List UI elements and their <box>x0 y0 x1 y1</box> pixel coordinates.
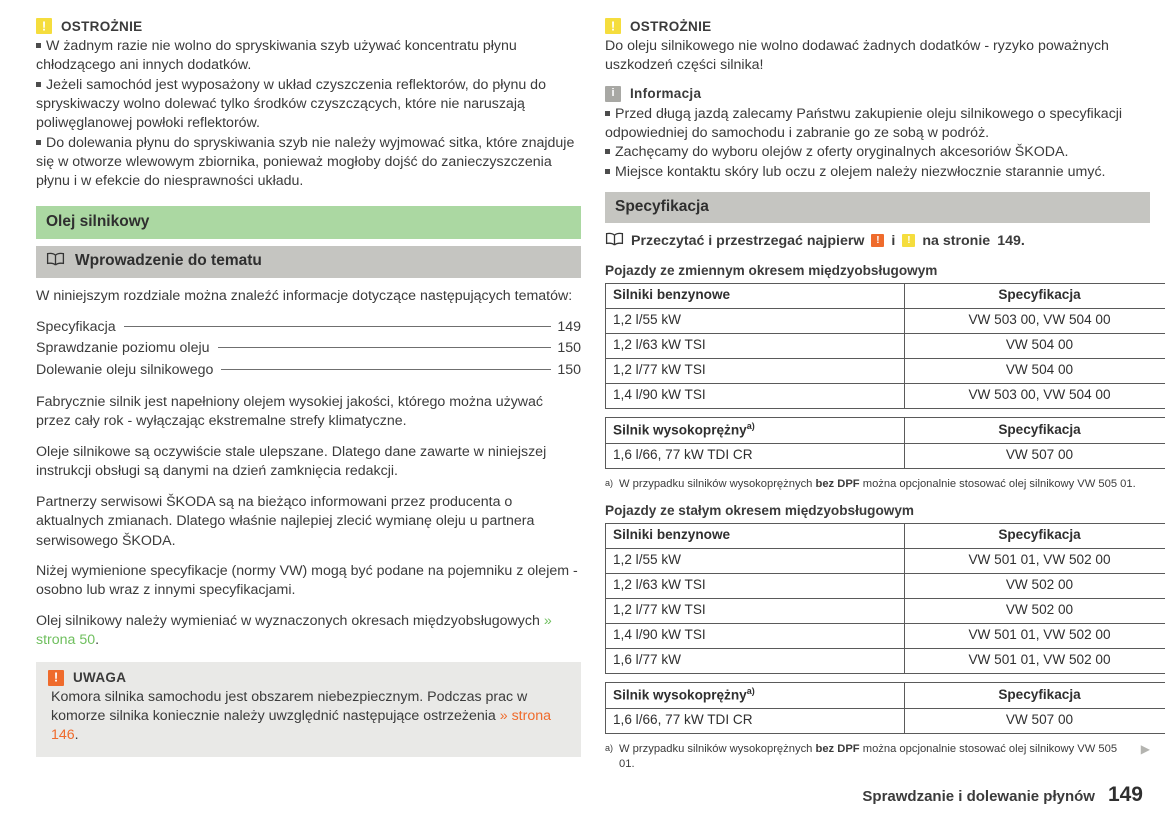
warning-text-after: . <box>74 727 79 744</box>
left-column <box>36 18 581 757</box>
toc-leader-line <box>221 368 551 370</box>
toc-label: Sprawdzanie poziomu oleju <box>36 340 210 357</box>
crossref-text-before: Przeczytać i przestrzegać najpierw <box>631 232 865 249</box>
table-diesel-fixed <box>605 682 1165 735</box>
warning-exclamation-icon: ! <box>871 234 884 247</box>
table-caption-zmienny-okres: Pojazdy ze zmiennym okresem międzyobsługowym <box>605 262 938 278</box>
page-footer <box>862 783 1143 807</box>
table-row <box>606 573 1165 598</box>
footnote-bold: bez DPF <box>815 478 860 491</box>
column-header-engine: Silniki benzynowe <box>606 523 905 548</box>
footnote-text-after: można opcjonalnie stosować olej silnikowy VW 505 01. <box>859 478 1136 491</box>
info-bullet-text: Miejsce kontaktu skóry lub oczu z olejem należy niezwłocznie starannie umyć. <box>615 163 1106 180</box>
table-row <box>606 383 1165 408</box>
crossref-text-after: na stronie <box>922 232 991 249</box>
topic-toc <box>36 317 581 381</box>
cell-engine: 1,6 l/77 kW <box>606 648 905 673</box>
cell-engine: 1,6 l/66, 77 kW TDI CR <box>606 444 905 469</box>
section-header-specyfikacja: Specyfikacja <box>605 192 1150 223</box>
bullet-square-icon <box>605 169 610 174</box>
bullet-square-icon <box>36 140 41 145</box>
crossref-and: i <box>891 232 896 249</box>
warning-note-box <box>36 662 581 757</box>
caution-bullet-text: Jeżeli samochód jest wyposażony w układ czyszczenia reflektorów, do płynu do spryskiwaczy wolno dolewać tylko środków czyszczących, które nie naruszają poliwęglanowej powłoki reflektorów. <box>36 76 546 132</box>
table-caption-staly-okres: Pojazdy ze stałym okresem międzyobsługowym <box>605 502 914 518</box>
paragraph-text-tail: . <box>95 632 100 649</box>
info-icon: i <box>605 86 621 102</box>
cell-spec: VW 507 00 <box>905 709 1165 734</box>
cell-engine: 1,2 l/63 kW TSI <box>606 333 905 358</box>
info-bullet <box>605 105 1150 144</box>
table-diesel-variable <box>605 417 1165 470</box>
warning-triangle-icon: ! <box>902 234 915 247</box>
bullet-square-icon <box>36 82 41 87</box>
warning-title: UWAGA <box>73 670 127 686</box>
caution-bullet-text: W żadnym razie nie wolno do spryskiwania szyb używać koncentratu płynu chłodzącego ani innych dodatków. <box>36 38 517 74</box>
column-header-engine-label: Silnik wysokoprężny <box>613 687 747 703</box>
page-turn-arrow-icon[interactable]: ▶ <box>1140 742 1150 757</box>
footnote-marker: a) <box>746 420 755 431</box>
caution-callout-right <box>605 18 1150 76</box>
caution-callout-left <box>36 18 581 192</box>
cell-engine: 1,2 l/55 kW <box>606 548 905 573</box>
table-row <box>606 333 1165 358</box>
cell-spec: VW 503 00, VW 504 00 <box>905 383 1165 408</box>
caution-text-right: Do oleju silnikowego nie wolno dodawać żadnych dodatków - ryzyko poważnych uszkodzeń części silnika! <box>605 38 1109 74</box>
table-petrol-fixed <box>605 523 1165 674</box>
crossref-link-strona-146[interactable]: » strona 146 <box>51 708 551 744</box>
warning-text <box>51 688 569 746</box>
cell-spec: VW 501 01, VW 502 00 <box>905 623 1165 648</box>
cell-spec: VW 502 00 <box>905 598 1165 623</box>
cell-engine: 1,6 l/66, 77 kW TDI CR <box>606 709 905 734</box>
info-bullet <box>605 143 1150 162</box>
column-header-engine: Silniki benzynowe <box>606 283 905 308</box>
caution-body-left <box>36 37 581 192</box>
column-header-engine <box>606 417 905 444</box>
caution-bullet-text: Do dolewania płynu do spryskiwania szyb nie należy wyjmować sitka, które znajduje się w otworze wlewowym zbiornika, ponieważ mogłoby dojść do zanieczyszczenia płynu i w efekcie do niesprawności układu. <box>36 134 575 190</box>
cell-engine: 1,2 l/77 kW TSI <box>606 598 905 623</box>
body-paragraph: Fabrycznie silnik jest napełniony olejem wysokiej jakości, którego można używać przez cały rok - wyłączając ekstremalne strefy klimatyczne. <box>36 393 544 430</box>
crossref-line <box>605 232 1150 250</box>
subsection-header-label: Wprowadzenie do tematu <box>75 252 262 269</box>
column-header-engine-label: Silnik wysokoprężny <box>613 422 747 438</box>
body-paragraph: Partnerzy serwisowi ŠKODA są na bieżąco informowani przez producenta o aktualnych zmianach. Dlatego właśnie najlepiej zlecić wymianę oleju u partnera serwisowego ŠKODA. <box>36 493 535 549</box>
table-row <box>606 548 1165 573</box>
warning-header <box>48 670 569 686</box>
column-header-engine <box>606 682 905 709</box>
column-header-spec: Specyfikacja <box>905 417 1165 444</box>
body-paragraph: Oleje silnikowe są oczywiście stale ulepszane. Dlatego dane zawarte w niniejszej instrukcji obsługi są danymi na dzień zamknięcia redakcji. <box>36 443 547 480</box>
caution-bullet <box>36 37 581 76</box>
crossref-page-number[interactable]: 149. <box>997 232 1025 249</box>
table-footnote-1 <box>605 477 1150 492</box>
column-header-spec: Specyfikacja <box>905 523 1165 548</box>
toc-page-number: 150 <box>557 340 581 357</box>
table-row <box>606 598 1165 623</box>
toc-leader-line <box>218 346 552 348</box>
column-header-spec: Specyfikacja <box>905 283 1165 308</box>
table-row <box>606 358 1165 383</box>
caution-bullet <box>36 134 581 192</box>
warning-body <box>51 688 569 746</box>
toc-label: Dolewanie oleju silnikowego <box>36 361 214 378</box>
table-row <box>606 648 1165 673</box>
toc-label: Specyfikacja <box>36 318 116 335</box>
cell-engine: 1,2 l/77 kW TSI <box>606 358 905 383</box>
warning-triangle-icon: ! <box>605 18 621 34</box>
info-title: Informacja <box>630 86 702 102</box>
cell-spec: VW 507 00 <box>905 444 1165 469</box>
footnote-text-after: można opcjonalnie stosować olej silnikowy VW 505 01. <box>619 743 1118 770</box>
footnote-marker: a) <box>746 685 755 696</box>
cell-spec: VW 501 01, VW 502 00 <box>905 548 1165 573</box>
table-footnote-2 <box>605 742 1150 771</box>
info-bullet-text: Zachęcamy do wyboru olejów z oferty oryginalnych akcesoriów ŠKODA. <box>615 144 1069 161</box>
footer-page-number: 149 <box>1107 783 1143 806</box>
intro-paragraph: W niniejszym rozdziale można znaleźć informacje dotyczące następujących tematów: <box>36 287 573 304</box>
footnote-bold: bez DPF <box>815 743 860 756</box>
footer-chapter-title: Sprawdzanie i dolewanie płynów <box>862 788 1095 805</box>
bullet-square-icon <box>605 111 610 116</box>
caution-title-right: OSTROŻNIE <box>630 18 712 34</box>
info-header <box>605 86 1150 102</box>
bullet-square-icon <box>36 43 41 48</box>
table-header-row <box>606 417 1165 444</box>
toc-entry-dolewanie-oleju-silnikowego[interactable] <box>36 360 581 381</box>
right-column <box>605 18 1150 782</box>
toc-page-number: 149 <box>557 318 581 335</box>
toc-leader-line <box>124 325 552 327</box>
table-row <box>606 623 1165 648</box>
warning-text-before: Komora silnika samochodu jest obszarem niebezpiecznym. Podczas prac w komorze silnika koniecznie należy uwzględnić następujące ostrzeżenia <box>51 688 528 725</box>
cell-spec: VW 503 00, VW 504 00 <box>905 308 1165 333</box>
cell-engine: 1,4 l/90 kW TSI <box>606 623 905 648</box>
footnote-text-before: W przypadku silników wysokoprężnych <box>619 478 816 491</box>
table-row <box>606 308 1165 333</box>
cell-engine: 1,2 l/55 kW <box>606 308 905 333</box>
table-row <box>606 709 1165 734</box>
footnote-marker: a) <box>605 478 614 489</box>
caution-title-left: OSTROŻNIE <box>61 18 143 34</box>
book-icon <box>605 232 624 250</box>
footnote-text <box>619 742 1135 771</box>
table-header-row <box>606 523 1165 548</box>
info-body <box>605 105 1150 182</box>
cell-engine: 1,4 l/90 kW TSI <box>606 383 905 408</box>
cell-spec: VW 501 01, VW 502 00 <box>905 648 1165 673</box>
caution-header-left <box>36 18 581 34</box>
table-header-row <box>606 682 1165 709</box>
table-row <box>606 444 1165 469</box>
warning-triangle-icon: ! <box>36 18 52 34</box>
toc-entry-specyfikacja[interactable] <box>36 317 581 338</box>
bullet-square-icon <box>605 149 610 154</box>
paragraph-text: Olej silnikowy należy wymieniać w wyznaczonych okresach międzyobsługowych <box>36 612 544 629</box>
section-header-olej-silnikowy: Olej silnikowy <box>36 206 581 239</box>
cell-spec: VW 504 00 <box>905 333 1165 358</box>
caution-header-right <box>605 18 1150 34</box>
subsection-header-wprowadzenie <box>36 246 581 278</box>
info-callout <box>605 86 1150 182</box>
footnote-marker: a) <box>605 743 614 754</box>
caution-body-right <box>605 37 1150 76</box>
cell-spec: VW 502 00 <box>905 573 1165 598</box>
toc-entry-sprawdzanie-poziomu-oleju[interactable] <box>36 338 581 359</box>
table-petrol-variable <box>605 283 1165 409</box>
caution-bullet <box>36 76 581 134</box>
footnote-text <box>619 477 1150 492</box>
body-paragraph-with-crossref <box>36 612 581 651</box>
book-icon <box>46 252 65 271</box>
crossref-link-strona-50[interactable]: » strona 50 <box>36 612 552 649</box>
info-bullet <box>605 163 1150 182</box>
cell-spec: VW 504 00 <box>905 358 1165 383</box>
toc-page-number: 150 <box>557 361 581 378</box>
body-paragraph: Niżej wymienione specyfikacje (normy VW) mogą być podane na pojemniku z olejem - osobno lub wraz z innymi specyfikacjami. <box>36 563 578 599</box>
cell-engine: 1,2 l/63 kW TSI <box>606 573 905 598</box>
footnote-text-before: W przypadku silników wysokoprężnych <box>619 743 816 756</box>
info-bullet-text: Przed długą jazdą zalecamy Państwu zakupienie oleju silnikowego o specyfikacji odpowiedniej do samochodu i zabranie go ze sobą w podróż. <box>605 105 1123 141</box>
warning-exclamation-icon: ! <box>48 670 64 686</box>
column-header-spec: Specyfikacja <box>905 682 1165 709</box>
table-header-row <box>606 283 1165 308</box>
